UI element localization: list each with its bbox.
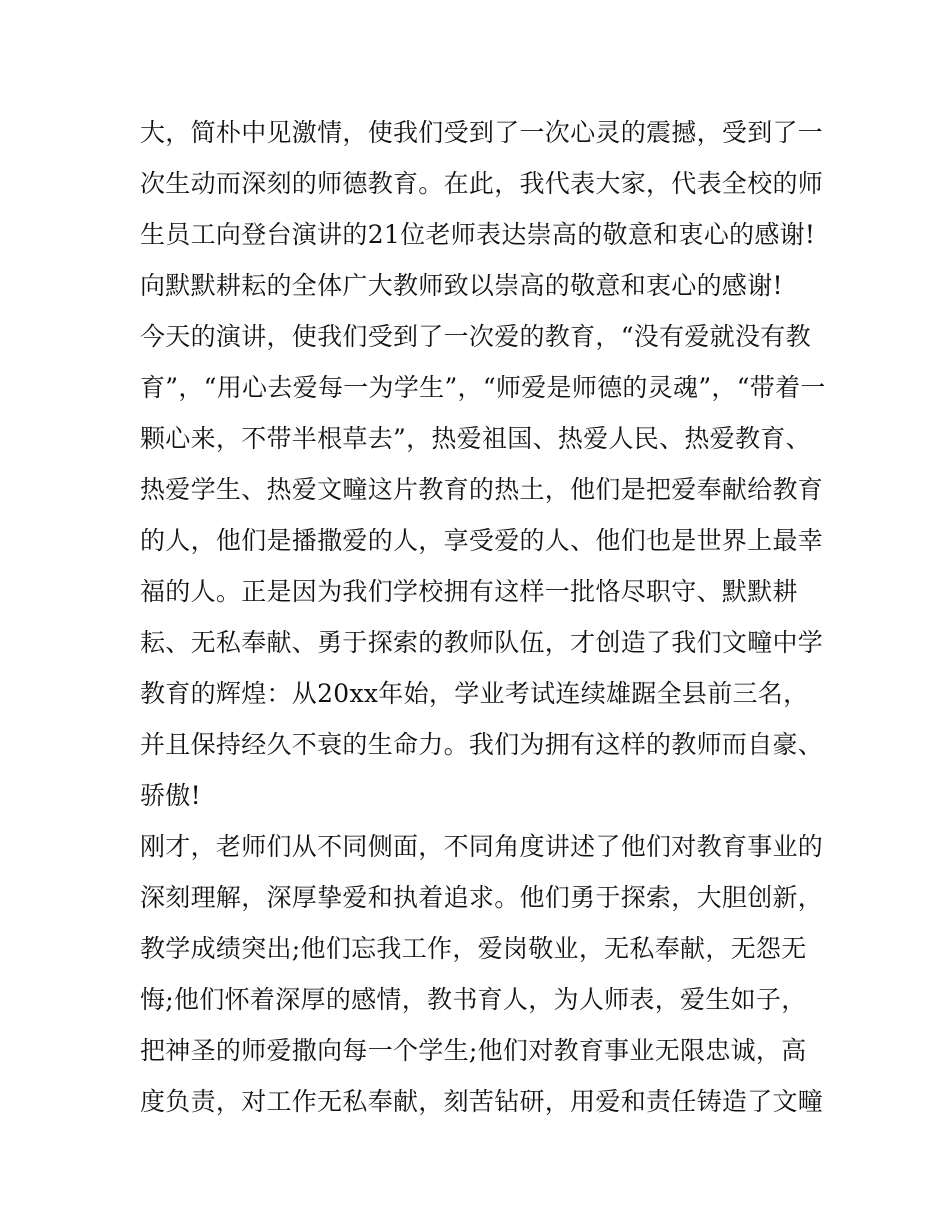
text-line: 教育的辉煌：从20xx年始，学业考试连续雄踞全县前三名， <box>140 679 809 708</box>
text-line: 骄傲! <box>140 781 201 810</box>
text-line: 并且保持经久不衰的生命力。我们为拥有这样的教师而自豪、 <box>140 730 824 759</box>
text-line: 次生动而深刻的师德教育。在此，我代表大家，代表全校的师 <box>140 169 824 198</box>
text-line: 深刻理解，深厚挚爱和执着追求。他们勇于探索，大胆创新， <box>140 883 824 912</box>
text-line: 耘、无私奉献、勇于探索的教师队伍，才创造了我们文疃中学 <box>140 628 824 657</box>
text-line: 生员工向登台演讲的21位老师表达崇高的敬意和衷心的感谢! <box>140 220 816 249</box>
text-line: 育”，“用心去爱每一为学生”，“师爱是师德的灵魂”，“带着一 <box>140 373 826 402</box>
text-line: 热爱学生、热爱文疃这片教育的热土，他们是把爱奉献给教育 <box>140 475 824 504</box>
text-line: 福的人。正是因为我们学校拥有这样一批恪尽职守、默默耕 <box>140 577 798 606</box>
text-line: 悔;他们怀着深厚的感情，教书育人，为人师表，爱生如子， <box>140 985 807 1014</box>
text-line: 向默默耕耘的全体广大教师致以崇高的敬意和衷心的感谢! <box>140 271 783 300</box>
text-line: 的人，他们是播撒爱的人，享受爱的人、他们也是世界上最幸 <box>140 526 824 555</box>
text-line: 大，简朴中见激情，使我们受到了一次心灵的震撼，受到了一 <box>140 118 824 147</box>
document-body <box>140 107 840 1127</box>
text-line: 颗心来，不带半根草去”，热爱祖国、热爱人民、热爱教育、 <box>140 424 811 453</box>
text-line: 今天的演讲，使我们受到了一次爱的教育，“没有爱就没有教 <box>140 322 811 351</box>
text-line: 教学成绩突出;他们忘我工作，爱岗敬业，无私奉献，无怨无 <box>140 934 807 963</box>
text-line: 刚才，老师们从不同侧面，不同角度讲述了他们对教育事业的 <box>140 832 824 861</box>
text-line: 把神圣的师爱撒向每一个学生;他们对教育事业无限忠诚，高 <box>140 1036 807 1065</box>
text-line: 度负责，对工作无私奉献，刻苦钻研，用爱和责任铸造了文疃 <box>140 1087 824 1116</box>
